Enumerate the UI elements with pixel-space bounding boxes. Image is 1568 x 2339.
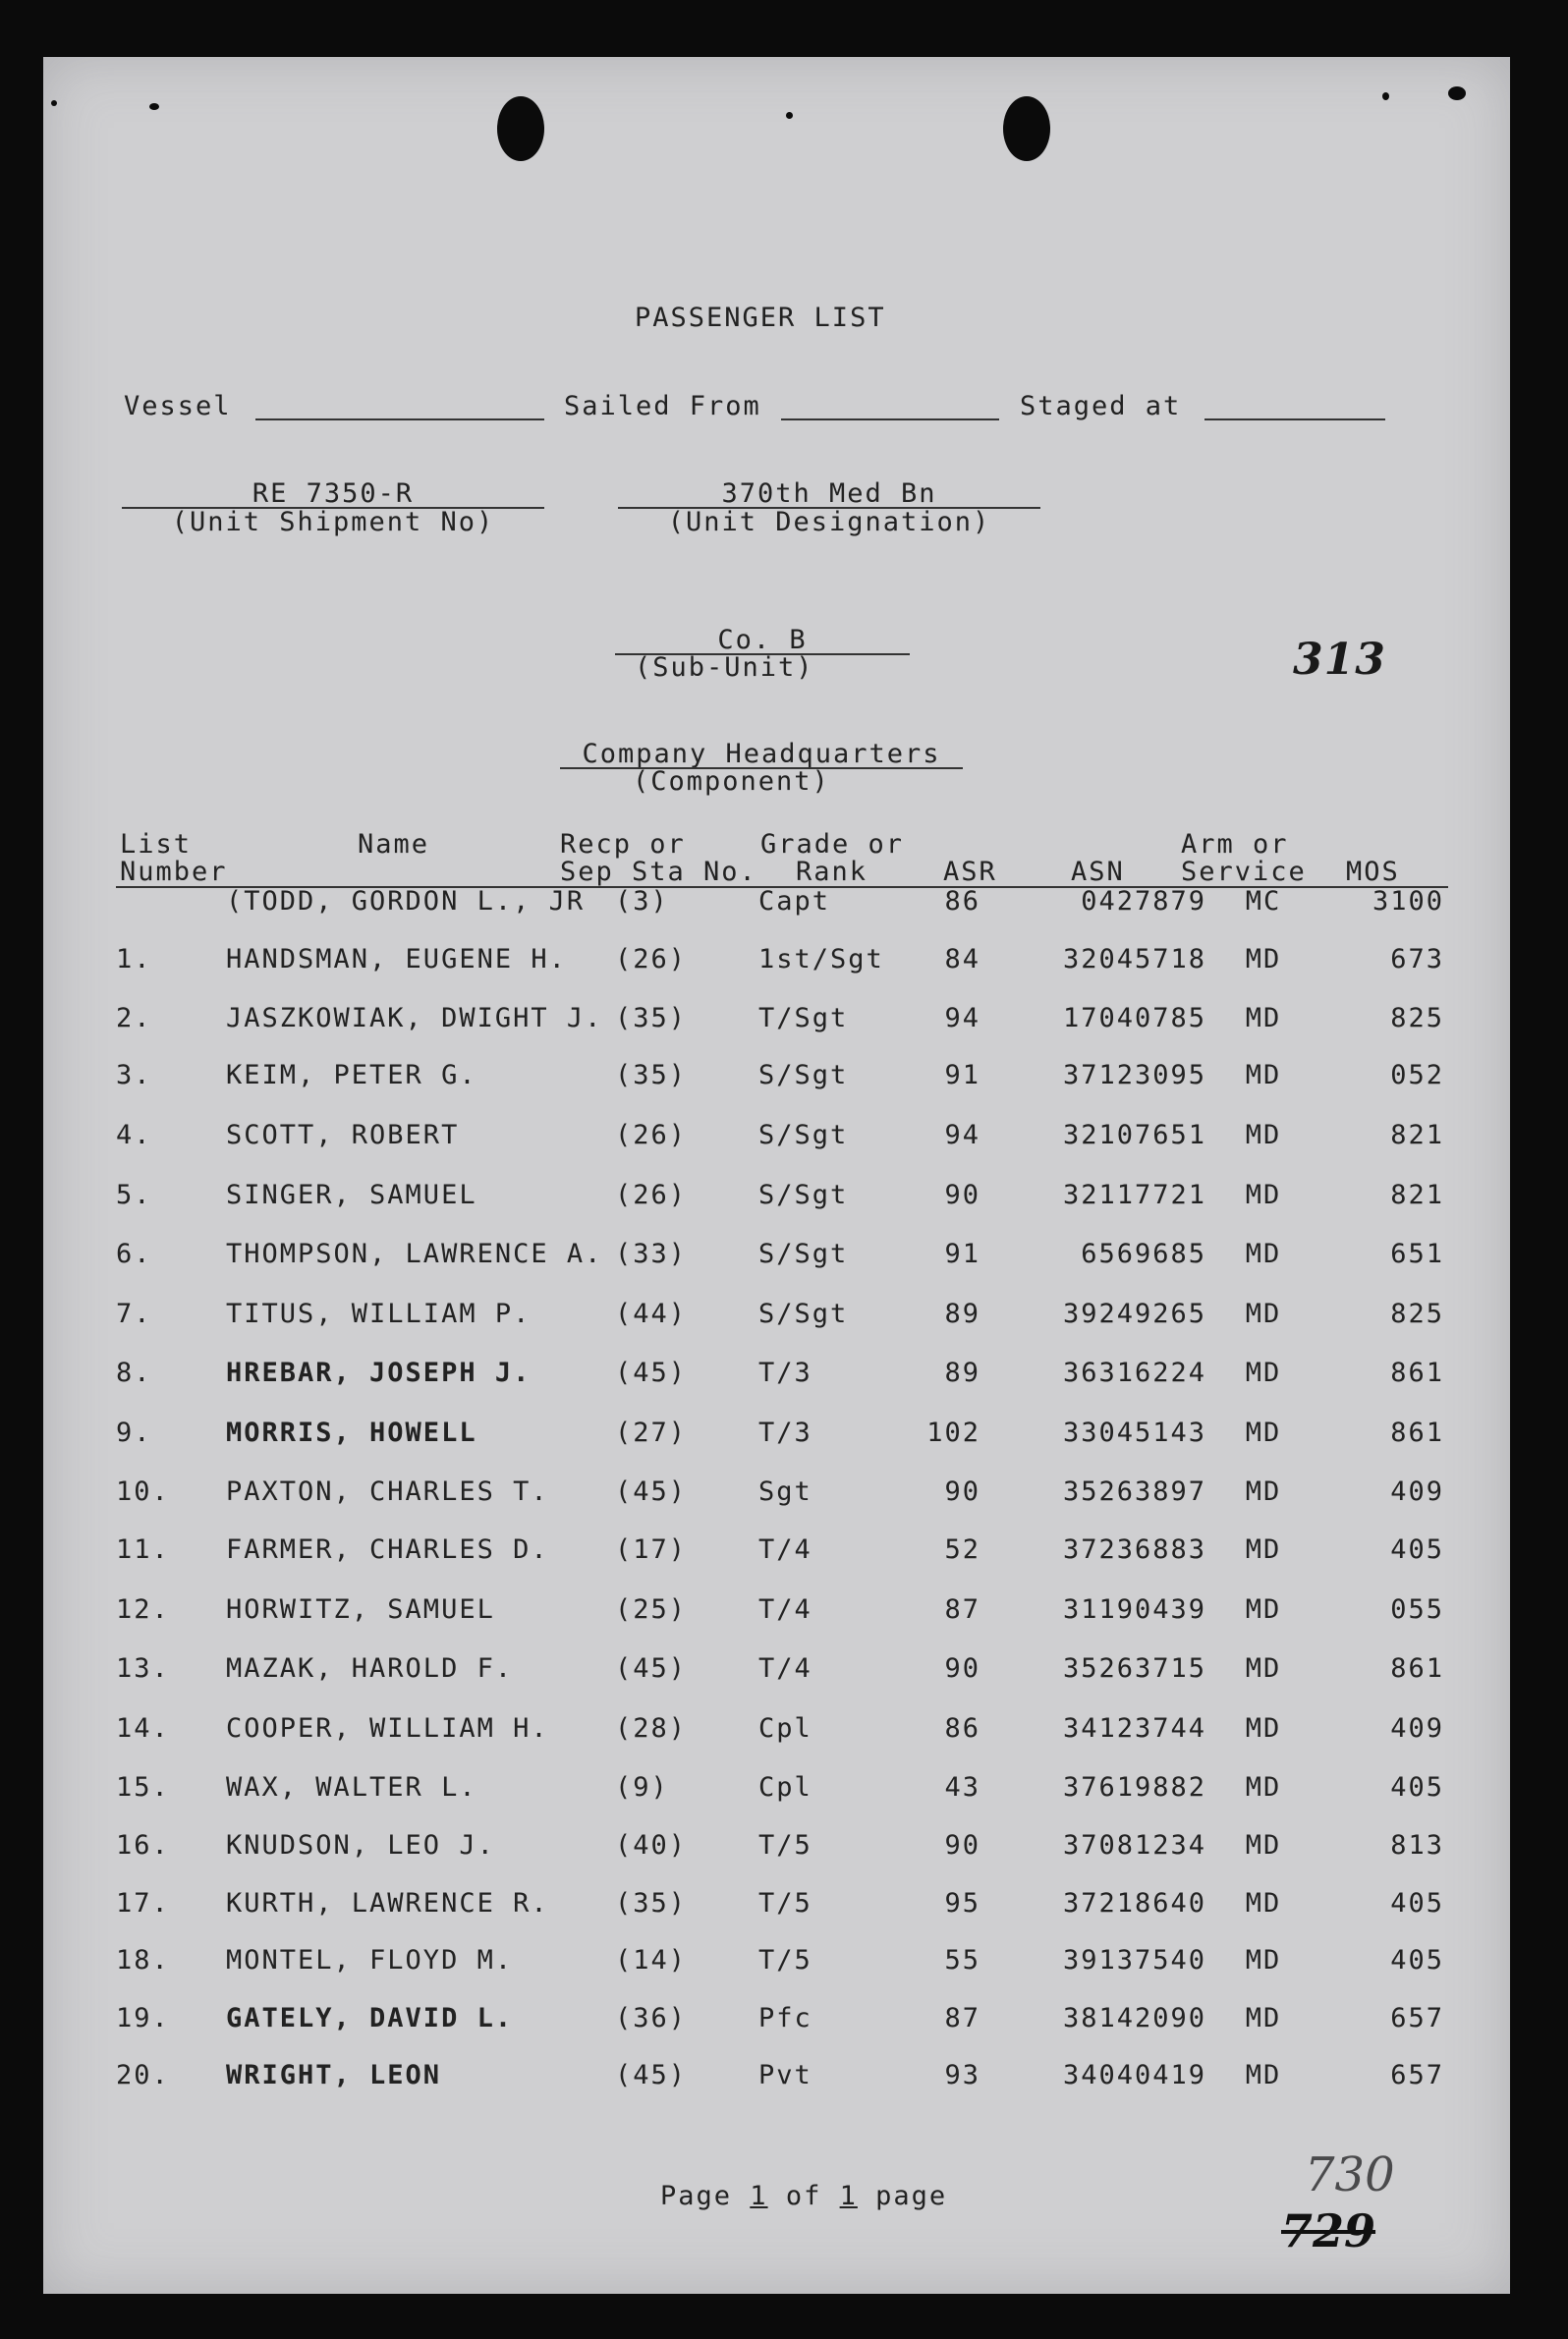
row-name: PAXTON, CHARLES T. (226, 1476, 549, 1507)
row-name: WRIGHT, LEON (226, 2060, 442, 2090)
table-row (43, 1299, 1510, 1338)
row-sep: (45) (615, 1476, 688, 1507)
passenger-list-sheet (43, 57, 1510, 2294)
row-asr: 93 (944, 2060, 980, 2090)
table-row (43, 1003, 1510, 1042)
row-name: KEIM, PETER G. (226, 1060, 477, 1090)
row-number: 20. (116, 2060, 170, 2090)
officer-asr: 86 (944, 886, 980, 917)
speck (1382, 92, 1389, 100)
punch-hole-left (497, 96, 544, 161)
page-prefix: Page (660, 2181, 733, 2211)
row-number: 6. (116, 1239, 152, 1269)
row-arm: MD (1245, 1239, 1282, 1269)
row-arm: MD (1245, 1888, 1282, 1919)
row-grade: T/4 (758, 1653, 812, 1684)
row-name: FARMER, CHARLES D. (226, 1534, 549, 1565)
row-asr: 90 (944, 1653, 980, 1684)
row-asn: 35263715 (1062, 1653, 1206, 1684)
row-sep: (35) (615, 1003, 688, 1033)
row-grade: Pvt (758, 2060, 812, 2090)
row-grade: Sgt (758, 1476, 812, 1507)
header-list: List (120, 829, 193, 860)
sailed-from-label: Sailed From (564, 391, 761, 421)
row-asn: 39249265 (1062, 1299, 1206, 1329)
table-row (43, 1060, 1510, 1099)
row-name: SCOTT, ROBERT (226, 1120, 460, 1150)
row-arm: MD (1245, 1060, 1282, 1090)
row-mos: 673 (1390, 944, 1444, 975)
handwritten-struck-number: 729 (1281, 2204, 1376, 2257)
row-asr: 90 (944, 1476, 980, 1507)
row-mos: 861 (1390, 1653, 1444, 1684)
row-arm: MD (1245, 1594, 1282, 1625)
row-sep: (26) (615, 1120, 688, 1150)
row-mos: 405 (1390, 1772, 1444, 1803)
row-grade: S/Sgt (758, 1180, 849, 1210)
row-sep: (40) (615, 1830, 688, 1861)
header-rank: Rank (796, 857, 868, 887)
row-arm: MD (1245, 1476, 1282, 1507)
table-row (43, 1418, 1510, 1457)
row-sep: (26) (615, 944, 688, 975)
row-number: 18. (116, 1945, 170, 1976)
row-grade: S/Sgt (758, 1299, 849, 1329)
row-grade: T/Sgt (758, 1003, 849, 1033)
row-name: MORRIS, HOWELL (226, 1418, 477, 1448)
row-sep: (25) (615, 1594, 688, 1625)
row-grade: Cpl (758, 1713, 812, 1744)
row-asr: 91 (944, 1060, 980, 1090)
officer-mos: 3100 (1372, 886, 1444, 917)
row-arm: MD (1245, 1180, 1282, 1210)
row-asr: 55 (944, 1945, 980, 1976)
component: Company Headquarters (582, 739, 941, 769)
row-grade: T/5 (758, 1830, 812, 1861)
table-row (43, 1358, 1510, 1397)
row-mos: 861 (1390, 1418, 1444, 1448)
row-arm: MD (1245, 1830, 1282, 1861)
row-name: COOPER, WILLIAM H. (226, 1713, 549, 1744)
row-grade: T/3 (758, 1418, 812, 1448)
row-sep: (28) (615, 1713, 688, 1744)
row-arm: MD (1245, 1534, 1282, 1565)
row-name: KNUDSON, LEO J. (226, 1830, 495, 1861)
header-sep-sta: Sep Sta No. (560, 857, 757, 887)
row-asr: 90 (944, 1830, 980, 1861)
row-number: 12. (116, 1594, 170, 1625)
table-row (43, 944, 1510, 983)
officer-arm: MC (1245, 886, 1282, 917)
row-arm: MD (1245, 1945, 1282, 1976)
row-grade: Cpl (758, 1772, 812, 1803)
row-number: 15. (116, 1772, 170, 1803)
row-sep: (36) (615, 2003, 688, 2033)
row-asn: 37236883 (1062, 1534, 1206, 1565)
row-mos: 052 (1390, 1060, 1444, 1090)
row-asr: 52 (944, 1534, 980, 1565)
row-mos: 405 (1390, 1888, 1444, 1919)
table-row (43, 1772, 1510, 1811)
page-title: PASSENGER LIST (635, 303, 886, 333)
row-mos: 405 (1390, 1945, 1444, 1976)
row-number: 17. (116, 1888, 170, 1919)
row-mos: 821 (1390, 1180, 1444, 1210)
row-grade: T/4 (758, 1534, 812, 1565)
page-number: 1 (750, 2181, 768, 2211)
table-row (43, 2060, 1510, 2099)
row-asn: 32117721 (1062, 1180, 1206, 1210)
table-row (43, 1945, 1510, 1984)
table-row (43, 1713, 1510, 1753)
row-number: 8. (116, 1358, 152, 1388)
row-asn: 36316224 (1062, 1358, 1206, 1388)
row-number: 16. (116, 1830, 170, 1861)
officer-grade: Capt (758, 886, 831, 917)
row-sep: (44) (615, 1299, 688, 1329)
row-number: 5. (116, 1180, 152, 1210)
table-row (43, 1239, 1510, 1278)
table-row (43, 1476, 1510, 1516)
row-asn: 38142090 (1062, 2003, 1206, 2033)
header-number: Number (120, 857, 228, 887)
row-sep: (9) (615, 1772, 669, 1803)
row-name: GATELY, DAVID L. (226, 2003, 514, 2033)
row-number: 19. (116, 2003, 170, 2033)
table-row (43, 2003, 1510, 2042)
row-grade: S/Sgt (758, 1239, 849, 1269)
header-grade: Grade or (760, 829, 905, 860)
row-grade: Pfc (758, 2003, 812, 2033)
row-mos: 651 (1390, 1239, 1444, 1269)
row-grade: T/3 (758, 1358, 812, 1388)
row-number: 2. (116, 1003, 152, 1033)
row-arm: MD (1245, 2060, 1282, 2090)
row-asn: 34123744 (1062, 1713, 1206, 1744)
row-arm: MD (1245, 1358, 1282, 1388)
row-number: 9. (116, 1418, 152, 1448)
row-asn: 17040785 (1062, 1003, 1206, 1033)
page-suffix: page (875, 2181, 948, 2211)
row-arm: MD (1245, 1120, 1282, 1150)
table-row (43, 1594, 1510, 1634)
officer-asn: 0427879 (1081, 886, 1206, 917)
table-row (43, 1653, 1510, 1693)
row-grade: T/5 (758, 1945, 812, 1976)
page-total: 1 (839, 2181, 858, 2211)
row-asr: 89 (944, 1358, 980, 1388)
table-row (43, 1888, 1510, 1927)
row-name: MONTEL, FLOYD M. (226, 1945, 514, 1976)
row-grade: T/4 (758, 1594, 812, 1625)
speck (786, 112, 793, 119)
table-row (43, 1830, 1510, 1869)
row-arm: MD (1245, 1653, 1282, 1684)
unit-designation: 370th Med Bn (721, 478, 937, 509)
row-name: SINGER, SAMUEL (226, 1180, 477, 1210)
speck (149, 103, 159, 110)
row-asr: 94 (944, 1120, 980, 1150)
row-grade: T/5 (758, 1888, 812, 1919)
page-indicator (660, 2181, 947, 2211)
officer-sep: (3) (615, 886, 669, 917)
row-arm: MD (1245, 1772, 1282, 1803)
row-name: HANDSMAN, EUGENE H. (226, 944, 567, 975)
row-asn: 34040419 (1062, 2060, 1206, 2090)
row-number: 11. (116, 1534, 170, 1565)
row-mos: 825 (1390, 1299, 1444, 1329)
row-arm: MD (1245, 1713, 1282, 1744)
header-recp: Recp or (560, 829, 686, 860)
row-name: KURTH, LAWRENCE R. (226, 1888, 549, 1919)
row-asr: 89 (944, 1299, 980, 1329)
row-asr: 102 (926, 1418, 980, 1448)
row-mos: 825 (1390, 1003, 1444, 1033)
header-asn: ASN (1071, 857, 1125, 887)
row-number: 14. (116, 1713, 170, 1744)
row-asr: 87 (944, 2003, 980, 2033)
row-sep: (35) (615, 1060, 688, 1090)
row-number: 1. (116, 944, 152, 975)
table-row (43, 1534, 1510, 1574)
header-name: Name (358, 829, 430, 860)
speck (51, 100, 57, 106)
row-asn: 37619882 (1062, 1772, 1206, 1803)
row-arm: MD (1245, 1299, 1282, 1329)
row-grade: 1st/Sgt (758, 944, 884, 975)
page-of: of (785, 2181, 822, 2211)
row-mos: 405 (1390, 1534, 1444, 1565)
row-arm: MD (1245, 2003, 1282, 2033)
row-asr: 43 (944, 1772, 980, 1803)
row-number: 10. (116, 1476, 170, 1507)
header-asr: ASR (943, 857, 997, 887)
row-sep: (26) (615, 1180, 688, 1210)
row-arm: MD (1245, 944, 1282, 975)
row-number: 7. (116, 1299, 152, 1329)
unit-shipment-caption: (Unit Shipment No) (171, 507, 495, 537)
handwritten-number: 730 (1305, 2147, 1395, 2202)
component-caption: (Component) (633, 766, 830, 797)
row-sep: (45) (615, 2060, 688, 2090)
row-arm: MD (1245, 1003, 1282, 1033)
sub-unit: Co. B (717, 625, 808, 655)
row-mos: 813 (1390, 1830, 1444, 1861)
row-mos: 055 (1390, 1594, 1444, 1625)
row-asr: 87 (944, 1594, 980, 1625)
header-service: Service (1181, 857, 1307, 887)
row-asn: 37218640 (1062, 1888, 1206, 1919)
row-asr: 90 (944, 1180, 980, 1210)
row-mos: 409 (1390, 1713, 1444, 1744)
row-asr: 84 (944, 944, 980, 975)
row-sep: (27) (615, 1418, 688, 1448)
row-asr: 86 (944, 1713, 980, 1744)
row-sep: (35) (615, 1888, 688, 1919)
row-sep: (45) (615, 1653, 688, 1684)
row-asn: 32107651 (1062, 1120, 1206, 1150)
row-name: TITUS, WILLIAM P. (226, 1299, 532, 1329)
row-number: 3. (116, 1060, 152, 1090)
row-asn: 35263897 (1062, 1476, 1206, 1507)
row-mos: 821 (1390, 1120, 1444, 1150)
row-asn: 32045718 (1062, 944, 1206, 975)
row-asr: 91 (944, 1239, 980, 1269)
unit-designation-caption: (Unit Designation) (667, 507, 991, 537)
table-row-officer (43, 886, 1510, 925)
row-asn: 39137540 (1062, 1945, 1206, 1976)
row-name: JASZKOWIAK, DWIGHT J. (226, 1003, 603, 1033)
row-sep: (45) (615, 1358, 688, 1388)
table-row (43, 1120, 1510, 1159)
staged-at-label: Staged at (1020, 391, 1182, 421)
sub-unit-caption: (Sub-Unit) (635, 652, 814, 683)
row-asn: 37081234 (1062, 1830, 1206, 1861)
row-mos: 409 (1390, 1476, 1444, 1507)
row-sep: (33) (615, 1239, 688, 1269)
row-mos: 861 (1390, 1358, 1444, 1388)
row-name: WAX, WALTER L. (226, 1772, 477, 1803)
row-name: HREBAR, JOSEPH J. (226, 1358, 532, 1388)
sailed-from-field-line (781, 418, 999, 420)
row-name: MAZAK, HAROLD F. (226, 1653, 514, 1684)
row-grade: S/Sgt (758, 1120, 849, 1150)
header-arm: Arm or (1181, 829, 1289, 860)
row-number: 4. (116, 1120, 152, 1150)
row-asn: 33045143 (1062, 1418, 1206, 1448)
row-grade: S/Sgt (758, 1060, 849, 1090)
row-mos: 657 (1390, 2060, 1444, 2090)
vessel-label: Vessel (124, 391, 232, 421)
staged-at-field-line (1204, 418, 1385, 420)
row-arm: MD (1245, 1418, 1282, 1448)
vessel-field-line (255, 418, 544, 420)
row-name: HORWITZ, SAMUEL (226, 1594, 495, 1625)
row-asn: 6569685 (1081, 1239, 1206, 1269)
row-number: 13. (116, 1653, 170, 1684)
row-asr: 95 (944, 1888, 980, 1919)
header-mos: MOS (1346, 857, 1400, 887)
row-mos: 657 (1390, 2003, 1444, 2033)
row-sep: (17) (615, 1534, 688, 1565)
punch-hole-right (1003, 96, 1050, 161)
speck (1448, 86, 1466, 100)
officer-name: (TODD, GORDON L., JR (226, 886, 586, 917)
row-name: THOMPSON, LAWRENCE A. (226, 1239, 603, 1269)
row-asr: 94 (944, 1003, 980, 1033)
row-asn: 31190439 (1062, 1594, 1206, 1625)
stamp-number: 313 (1293, 635, 1386, 685)
row-sep: (14) (615, 1945, 688, 1976)
row-asn: 37123095 (1062, 1060, 1206, 1090)
table-row (43, 1180, 1510, 1219)
unit-shipment-no: RE 7350-R (252, 478, 415, 509)
